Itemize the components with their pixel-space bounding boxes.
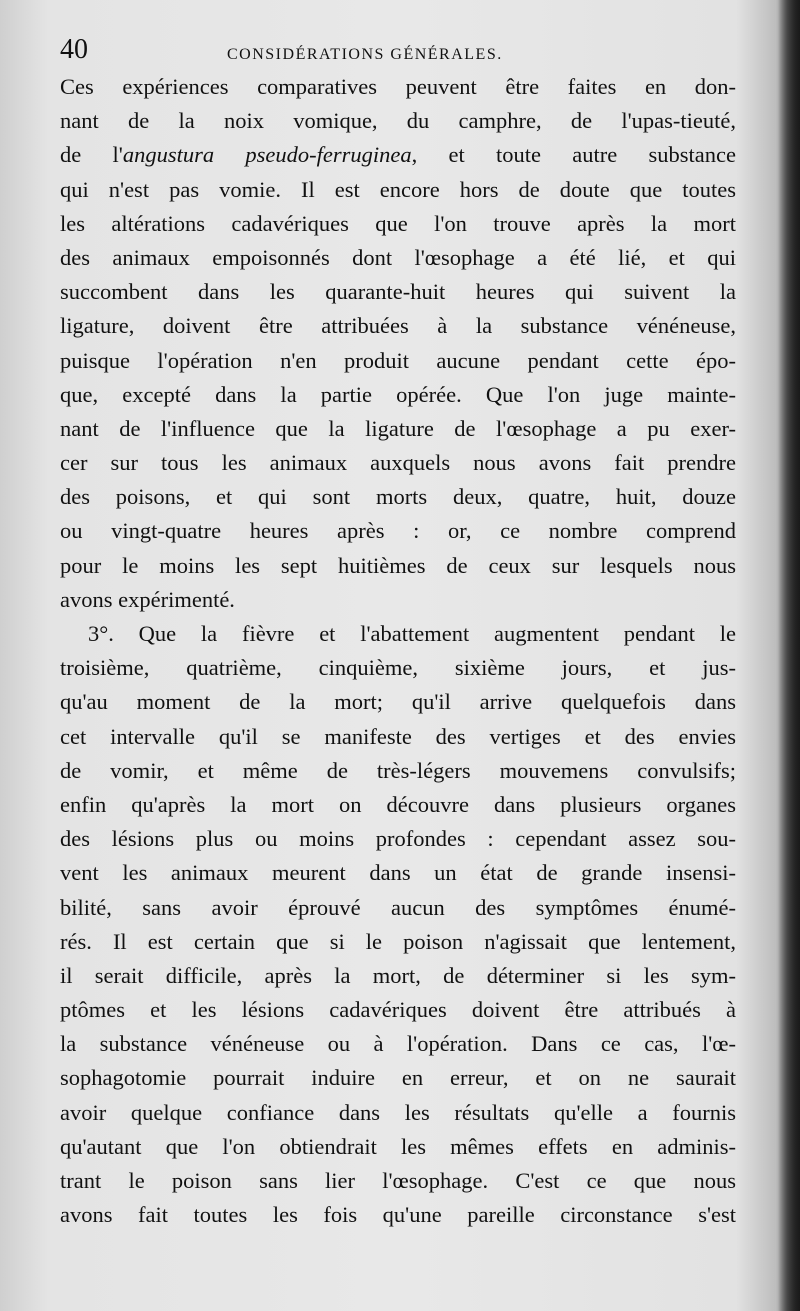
- text-span: de l': [60, 142, 123, 168]
- italic-species-name: angustura pseudo-ferruginea: [122, 142, 412, 168]
- text-line: qui n'est pas vomie. Il est encore hors de doute que toutes: [60, 176, 736, 202]
- text-line: la substance vénéneuse ou à l'opération. Dans ce cas, l'œ-: [60, 1031, 736, 1057]
- text-line: avons fait toutes les fois qu'une pareille circonstance s'est: [60, 1202, 736, 1228]
- text-line: succombent dans les quarante-huit heures qui suivent la: [60, 279, 736, 305]
- text-line: pour le moins les sept huitièmes de ceux sur lesquels nous: [60, 552, 736, 578]
- text-line: enfin qu'après la mort on découvre dans plusieurs organes: [60, 791, 736, 817]
- text-line: 3°. Que la fièvre et l'abattement augmentent pendant le: [88, 621, 736, 646]
- text-line: avons expérimenté.: [60, 586, 235, 612]
- running-head: [60, 34, 740, 74]
- text-line: puisque l'opération n'en produit aucune pendant cette épo-: [60, 347, 736, 373]
- text-line: des animaux empoisonnés dont l'œsophage a été lié, et qui: [60, 244, 736, 270]
- text-line: ligature, doivent être attribuées à la substance vénéneuse,: [60, 313, 736, 339]
- text-line: bilité, sans avoir éprouvé aucun des symptômes énumé-: [60, 894, 736, 920]
- text-line: cer sur tous les animaux auxquels nous avons fait prendre: [60, 450, 736, 476]
- text-line: des lésions plus ou moins profondes : cependant assez sou-: [60, 826, 736, 852]
- text-line: avoir quelque confiance dans les résultats qu'elle a fournis: [60, 1099, 736, 1125]
- text-line: que, excepté dans la partie opérée. Que l'on juge mainte-: [60, 381, 736, 407]
- text-line: ou vingt-quatre heures après : or, ce nombre comprend: [60, 518, 736, 544]
- text-line: rés. Il est certain que si le poison n'agissait que lentement,: [60, 928, 736, 954]
- text-line: sophagotomie pourrait induire en erreur, et on ne saurait: [60, 1065, 736, 1091]
- text-line: troisième, quatrième, cinquième, sixième jours, et jus-: [60, 655, 736, 681]
- text-line: qu'au moment de la mort; qu'il arrive quelquefois dans: [60, 689, 736, 715]
- text-line: nant de l'influence que la ligature de l'œsophage a pu exer-: [60, 415, 736, 441]
- page-number: 40: [60, 34, 88, 65]
- text-line: de vomir, et même de très-légers mouvemens convulsifs;: [60, 757, 736, 783]
- running-title: CONSIDÉRATIONS GÉNÉRALES.: [227, 46, 503, 63]
- body-text: [60, 70, 736, 1232]
- text-line: qu'autant que l'on obtiendrait les mêmes effets en adminis-: [60, 1133, 736, 1159]
- text-line: des poisons, et qui sont morts deux, quatre, huit, douze: [60, 484, 736, 510]
- text-line: [60, 138, 736, 172]
- text-line: il serait difficile, après la mort, de déterminer si les sym-: [60, 962, 736, 988]
- text-line: les altérations cadavériques que l'on trouve après la mort: [60, 210, 736, 236]
- text-line: trant le poison sans lier l'œsophage. C'est ce que nous: [60, 1168, 736, 1193]
- text-line: cet intervalle qu'il se manifeste des vertiges et des envies: [60, 723, 736, 749]
- text-line: Ces expériences comparatives peuvent être faites en don-: [60, 74, 736, 99]
- text-line: ptômes et les lésions cadavériques doivent être attribués à: [60, 997, 736, 1023]
- text-span: , et toute autre substance: [411, 142, 736, 168]
- text-line: nant de la noix vomique, du camphre, de l'upas-tieuté,: [60, 108, 736, 134]
- text-line: vent les animaux meurent dans un état de grande insensi-: [60, 860, 736, 886]
- page-edge-shadow: [778, 0, 800, 1311]
